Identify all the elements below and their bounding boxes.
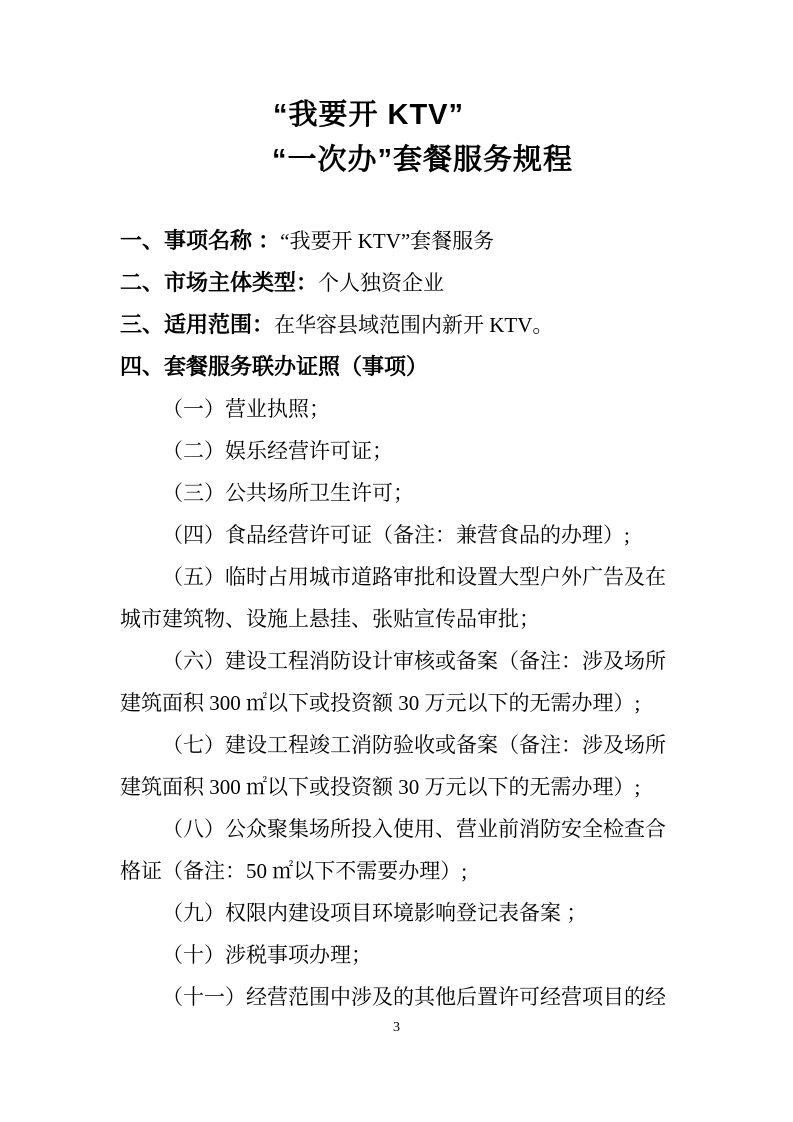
item-line: （九）权限内建设项目环境影响登记表备案 ； bbox=[162, 901, 588, 925]
item-line: （三）公共场所卫生许可； bbox=[162, 481, 414, 505]
section-value: 在华容县域范围内新开 KTV。 bbox=[274, 313, 554, 337]
section-value: 个人独资企业 bbox=[318, 271, 445, 295]
item-line: （一）营业执照； bbox=[162, 397, 330, 421]
document-title bbox=[0, 93, 793, 183]
item-line: （四）食品经营许可证（备注：兼营食品的办理）; bbox=[162, 523, 630, 547]
section-heading-2 bbox=[120, 262, 676, 304]
item-line: （六）建设工程消防设计审核或备案（备注：涉及场所 bbox=[162, 649, 666, 673]
item-line: （五）临时占用城市道路审批和设置大型户外广告及在 bbox=[162, 565, 666, 589]
section-label: 三、适用范围： bbox=[120, 312, 275, 337]
section-heading-1 bbox=[120, 220, 676, 262]
section-label: 一、事项名称 ： bbox=[120, 228, 281, 253]
page-number: 3 bbox=[393, 1020, 400, 1035]
item-line: （二）娱乐经营许可证； bbox=[162, 439, 393, 463]
item-line: （十）涉税事项办理； bbox=[162, 943, 372, 967]
item-line: （七）建设工程竣工消防验收或备案（备注：涉及场所 bbox=[162, 733, 666, 757]
document-title-line-1: “我要开 KTV” bbox=[272, 99, 465, 131]
item-line-continuation: 建筑面积 300 ㎡以下或投资额 30 万元以下的无需办理）; bbox=[120, 775, 641, 799]
section-label: 四、套餐服务联办证照（事项） bbox=[120, 354, 429, 379]
document-body bbox=[120, 220, 676, 1018]
document-title-line-2: “一次办”套餐服务规程 bbox=[271, 144, 573, 176]
section-heading-3 bbox=[120, 304, 676, 346]
item-line: （十一）经营范围中涉及的其他后置许可经营项目的经 bbox=[162, 985, 666, 1009]
item-line: （八）公众聚集场所投入使用、营业前消防安全检查合 bbox=[162, 817, 666, 841]
item-line-continuation: 城市建筑物、设施上悬挂、张贴宣传品审批； bbox=[120, 607, 540, 631]
item-line-continuation: 格证（备注：50 ㎡以下不需要办理）; bbox=[120, 859, 468, 883]
section-heading-4 bbox=[120, 346, 676, 388]
section-label: 二、市场主体类型： bbox=[120, 270, 319, 295]
section-value: “我要开 KTV”套餐服务 bbox=[280, 229, 495, 253]
item-line-continuation: 建筑面积 300 ㎡以下或投资额 30 万元以下的无需办理）; bbox=[120, 691, 641, 715]
